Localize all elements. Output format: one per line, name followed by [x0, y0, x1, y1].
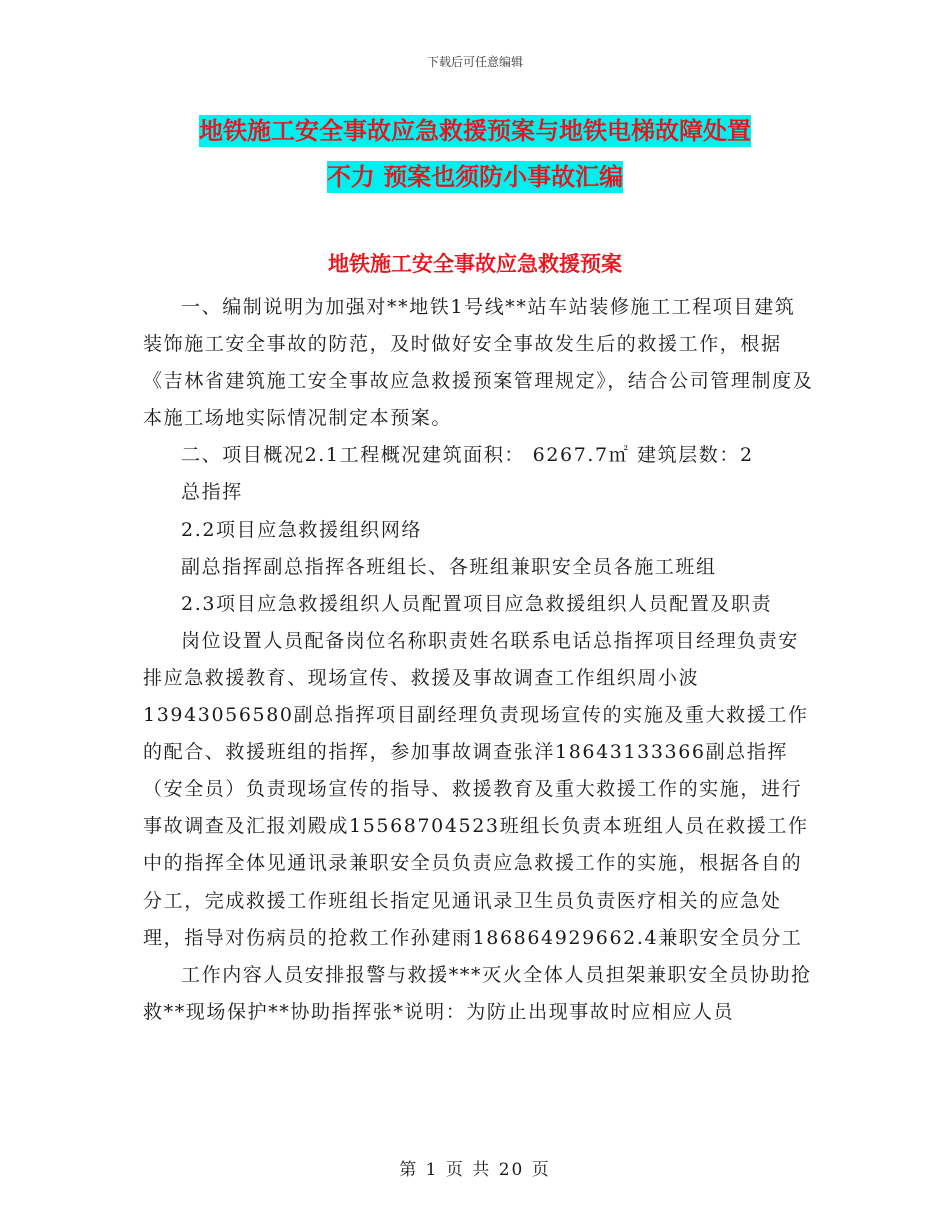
- paragraph-work-content: 工作内容人员安排报警与救援***灭火全体人员担架兼职安全员协助抢救**现场保护**协助指挥张*说明：为防止出现事故时应相应人员: [143, 963, 812, 1023]
- header-note: 下载后可任意编辑: [426, 55, 523, 69]
- title-highlight-2: 不力 预案也须防小事故汇编: [326, 163, 624, 191]
- paragraph-compilation-notes: 一、编制说明为加强对**地铁1号线**站车站装修施工工程项目建筑装饰施工安全事故的防范，及时做好安全事故发生后的救援工作，根据《吉林省建筑施工安全事故应急救援预案管理规定》，结合公司管理制度及本施工场地实际情况制定本预案。: [143, 296, 814, 430]
- page-footer: 第 1 页 共 20 页: [399, 1160, 551, 1180]
- document-title-line-2: [0, 154, 950, 200]
- document-body: [143, 289, 815, 1031]
- paragraph-staff-config: 2.3项目应急救援组织人员配置项目应急救援组织人员配置及职责: [181, 592, 773, 615]
- paragraph-deputy-commanders: 副总指挥副总指挥各班组长、各班组兼职安全员各施工班组: [181, 555, 717, 578]
- document-title: [0, 108, 950, 200]
- document-title-line-1: [0, 108, 950, 154]
- paragraph-rescue-network: 2.2项目应急救援组织网络: [181, 518, 423, 541]
- paragraph-project-overview: 二、项目概况2.1工程概况建筑面积： 6267.7㎡ 建筑层数：2: [181, 444, 754, 467]
- title-highlight-1: 地铁施工安全事故应急救援预案与地铁电梯故障处置: [199, 117, 751, 145]
- paragraph-commander: 总指挥: [181, 481, 243, 504]
- paragraph-position-duties: 岗位设置人员配备岗位名称职责姓名联系电话总指挥项目经理负责安排应急救援教育、现场宣传、救援及事故调查工作组织周小波13943056580副总指挥项目副经理负责现场宣传的实施及重大救援工作的配合、救援班组的指挥，参加事故调查张洋18643133366副总指挥（安全员）负责现场宣传的指导、救援教育及重大救援工作的实施，进行事故调查及汇报刘殿成15568704523班组长负责本班组人员在救援工作中的指挥全体见通讯录兼职安全员负责应急救援工作的实施，根据各自的分工，完成救援工作班组长指定见通讯录卫生员负责医疗相关的应急处理，指导对伤病员的抢救工作孙建雨186864929662.4兼职安全员分工: [143, 629, 809, 949]
- section-title: 地铁施工安全事故应急救援预案: [328, 252, 622, 276]
